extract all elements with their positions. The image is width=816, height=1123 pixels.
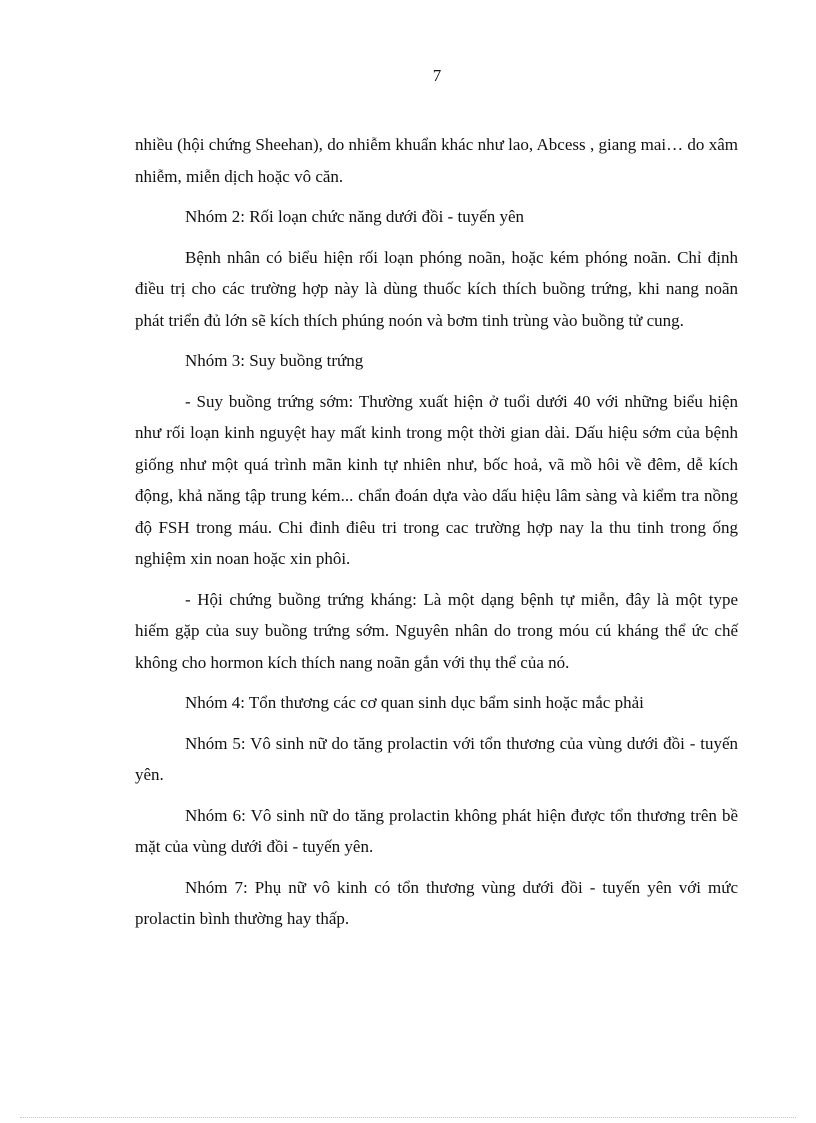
paragraph-group-6: Nhóm 6: Vô sinh nữ do tăng prolactin không phát hiện được tổn thương trên bề mặt của vùng dưới đồi - tuyến yên.	[135, 805, 738, 856]
paragraph-premature-ovarian-failure: - Suy buồng trứng sớm: Thường xuất hiện ở tuổi dưới 40 với những biểu hiện như rối loạn kinh nguyệt hay mất kinh trong một thời gian dài. Dấu hiệu sớm của bệnh giống như một quá trình mãn kinh tự nhiên như, bốc hoả, vã mồ hôi về đêm, dễ kích động, khả năng tập trung kém... chẩn đoán dựa vào dấu hiệu lâm sàng và kiểm tra nồng độ FSH trong máu. Chi đinh điêu tri trong cac trường hợp nay la thu tinh trong ống nghiệm xin noan hoặc xin phôi.	[135, 391, 738, 568]
heading-group-2: Nhóm 2: Rối loạn chức năng dưới đồi - tuyến yên	[185, 207, 525, 226]
heading-group-3: Nhóm 3: Suy buồng trứng	[185, 351, 364, 370]
paragraph-group-5: Nhóm 5: Vô sinh nữ do tăng prolactin với tổn thương của vùng dưới đồi - tuyến yên.	[135, 733, 738, 784]
page-number: 7	[432, 66, 442, 85]
page-bottom-divider	[20, 1117, 796, 1118]
paragraph-group-7: Nhóm 7: Phụ nữ vô kinh có tổn thương vùng dưới đồi - tuyến yên với mức prolactin bình thường hay thấp.	[135, 877, 738, 928]
document-body	[135, 129, 738, 944]
paragraph-resistant-ovary-syndrome: - Hội chứng buồng trứng kháng: Là một dạng bệnh tự miễn, đây là một type hiếm gặp của suy buồng trứng sớm. Nguyên nhân do trong móu cú kháng thể ức chế không cho hormon kích thích nang noãn gắn với thụ thể của nó.	[135, 589, 738, 672]
heading-group-4: Nhóm 4: Tổn thương các cơ quan sinh dục bẩm sinh hoặc mắc phải	[185, 693, 644, 712]
paragraph-continuation: nhiều (hội chứng Sheehan), do nhiễm khuẩn khác như lao, Abcess , giang mai… do xâm nhiễm, miễn dịch hoặc vô căn.	[135, 135, 738, 186]
paragraph-group-2-body: Bệnh nhân có biểu hiện rối loạn phóng noãn, hoặc kém phóng noãn. Chỉ định điều trị cho các trường hợp này là dùng thuốc kích thích buồng trứng, khi nang noãn phát triển đủ lớn sẽ kích thích phúng noón và bơm tinh trùng vào buồng tử cung.	[135, 247, 738, 330]
